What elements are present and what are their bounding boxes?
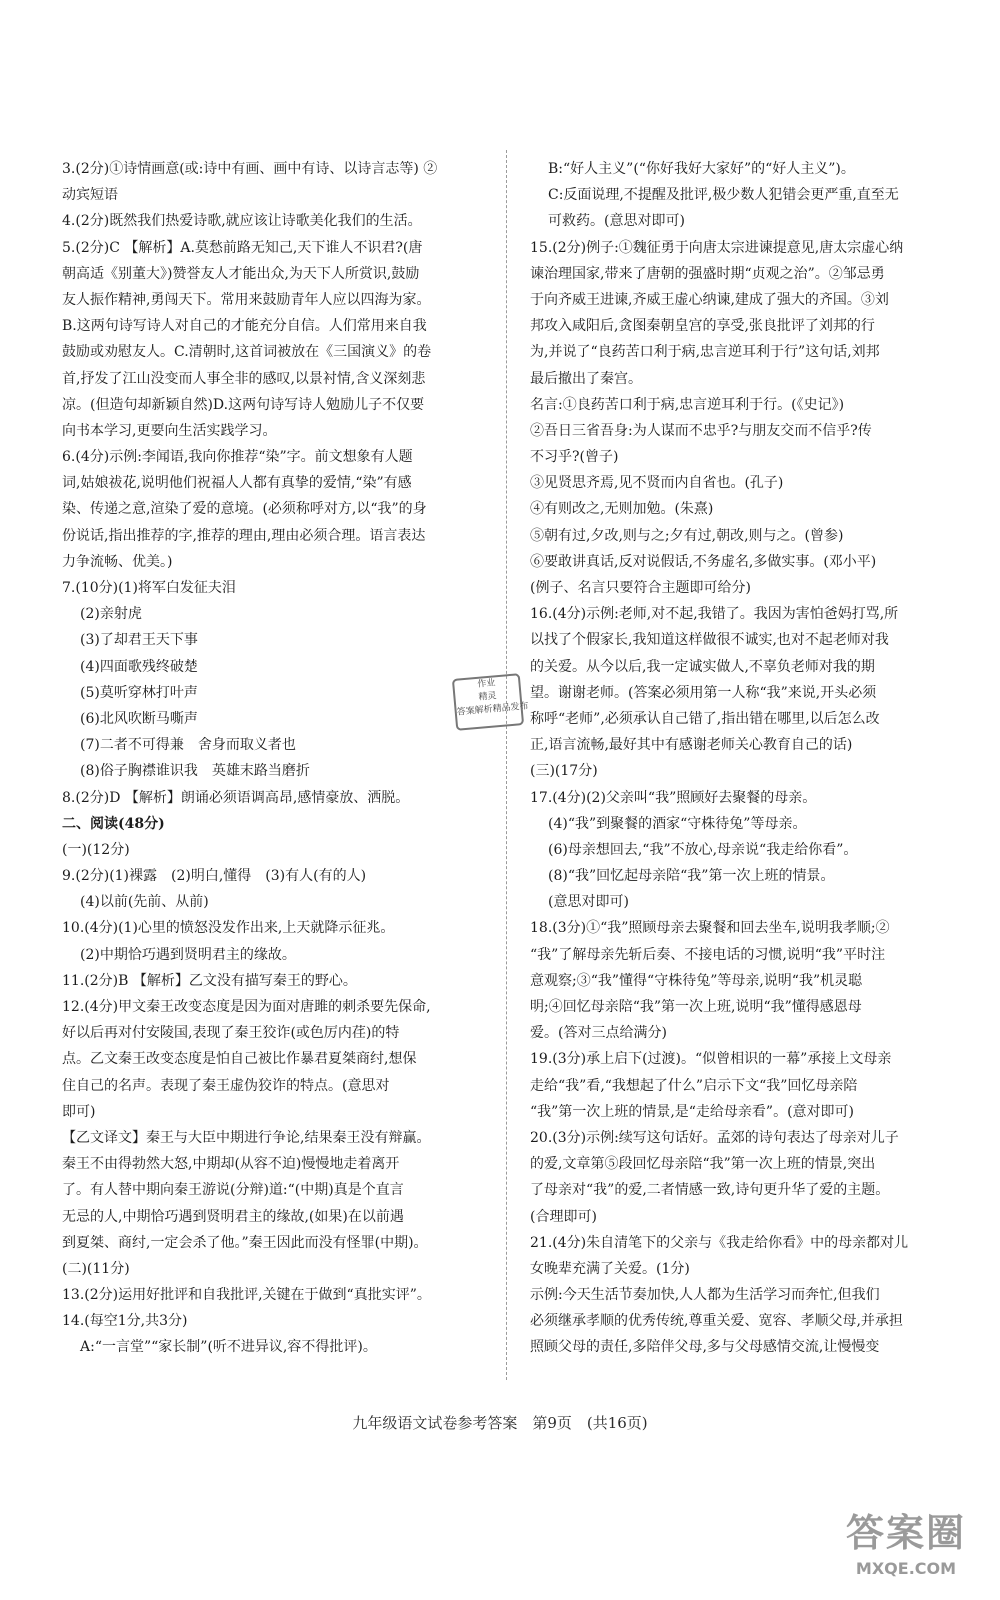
watermark-logo-text: 答案圈	[845, 1511, 966, 1555]
answer-line: 点。乙文秦王改变态度是怕自己被比作暴君夏桀商纣,想保	[62, 1051, 417, 1068]
answer-line: 名言:①良药苦口利于病,忠言逆耳利于行。(《史记》)	[530, 396, 845, 413]
answer-line: 10.(4分)(1)心里的愤怒没发作出来,上天就降示征兆。	[62, 920, 395, 937]
answer-line: 【乙文译文】秦王与大臣中期进行争论,结果秦王没有辩赢。	[62, 1129, 431, 1146]
answer-line: 13.(2分)运用好批评和自我批评,关键在于做到“真批实评”。	[62, 1287, 431, 1304]
answer-line: 最后撤出了秦宫。	[530, 370, 642, 387]
answer-line: C:反面说理,不提醒及批评,极少数人犯错会更严重,直至无	[548, 187, 899, 204]
answer-line: B:“好人主义”(“你好我好大家好”的“好人主义”)。	[548, 161, 855, 177]
answer-line: ⑥要敢讲真话,反对说假话,不务虚名,多做实事。(邓小平)	[530, 553, 877, 570]
answer-line: 11.(2分)B 【解析】乙文没有描写秦王的野心。	[62, 972, 357, 989]
answer-line: 凉。(但造句却新颖自然)D.这两句诗写诗人勉励儿子不仅要	[62, 396, 425, 413]
answer-line: 示例:今天生活节奏加快,人人都为生活学习而奔忙,但我们	[530, 1287, 880, 1304]
answer-line: 20.(3分)示例:续写这句话好。孟郊的诗句表达了母亲对儿子	[530, 1129, 899, 1146]
answer-line: (一)(12分)	[62, 841, 130, 858]
answer-line: 爱。(答对三点给满分)	[530, 1025, 667, 1042]
answer-line: 3.(2分)①诗情画意(或:诗中有画、画中有诗、以诗言志等) ②	[62, 161, 438, 177]
stamp-line-1: 作业	[477, 678, 496, 690]
stamp-line-2: 精灵	[478, 691, 497, 703]
stamp-line-3: 答案解析精品发布	[456, 701, 529, 718]
answer-line: 住自己的名声。表现了秦王虚伪狡诈的特点。(意思对	[62, 1077, 390, 1094]
answer-line: ②吾日三省吾身:为人谋而不忠乎?与朋友交而不信乎?传	[530, 422, 872, 439]
answer-line: 了母亲对“我”的爱,二者情感一致,诗句更升华了爱的主题。	[530, 1182, 890, 1199]
page-footer: 九年级语文试卷参考答案 第9页 (共16页)	[352, 1414, 648, 1432]
answer-line: A:“一言堂”“家长制”(听不进异议,容不得批评)。	[80, 1339, 377, 1356]
answer-line: 即可)	[62, 1103, 96, 1120]
answer-line: 词,姑娘祓花,说明他们祝福人人都有真挚的爱情,“染”有感	[62, 475, 412, 492]
answer-line: 16.(4分)示例:老师,对不起,我错了。我因为害怕爸妈打骂,所	[530, 606, 899, 623]
answer-line: (2)亲射虎	[80, 606, 142, 623]
answer-line: 好以后再对付安陵国,表现了秦王狡诈(或色厉内荏)的特	[62, 1025, 400, 1042]
answer-line: 朝高适《别董大》)赞誉友人才能出众,为天下人所赏识,鼓励	[62, 265, 420, 282]
answer-line: 17.(4分)(2)父亲叫“我”照顾好去聚餐的母亲。	[530, 789, 817, 806]
answer-line: 的关爱。从今以后,我一定诚实做人,不辜负老师对我的期	[530, 658, 875, 675]
answer-line: 向书本学习,更要向生活实践学习。	[62, 422, 277, 439]
answer-line: 21.(4分)朱自清笔下的父亲与《我走给你看》中的母亲都对儿	[530, 1234, 909, 1251]
answer-line: (8)“我”回忆起母亲陪“我”第一次上班的情景。	[548, 868, 835, 885]
answer-line: “我”了解母亲先斩后奏、不接电话的习惯,说明“我”平时注	[530, 946, 886, 963]
answer-line: 照顾父母的责任,多陪伴父母,多与父母感情交流,让慢慢变	[530, 1339, 880, 1356]
column-divider	[506, 150, 507, 1380]
answer-line: 15.(2分)例子:①魏征勇于向唐太宗进谏提意见,唐太宗虚心纳	[530, 239, 904, 256]
answer-line: (合理即可)	[530, 1208, 597, 1225]
answer-line: (例子、名言只要符合主题即可给分)	[530, 580, 751, 596]
answer-line: “我”第一次上班的情景,是“走给母亲看”。(意对即可)	[530, 1103, 855, 1120]
answer-line: 首,抒发了江山没变而人事全非的感叹,以景衬情,含义深刻悲	[62, 370, 426, 387]
answer-line: (2)中期恰巧遇到贤明君主的缘故。	[80, 946, 296, 963]
answer-line: 动宾短语	[62, 187, 118, 204]
watermark-logo	[820, 1508, 992, 1588]
answer-line: 可救药。(意思对即可)	[548, 213, 685, 230]
answer-line: 为,并说了“良药苦口利于病,忠言逆耳利于行”这句话,刘邦	[530, 344, 880, 361]
answer-line: 邦攻入咸阳后,贪图秦朝皇宫的享受,张良批评了刘邦的行	[530, 318, 875, 335]
answer-line: 意观察;③“我”懂得“守株待兔”等母亲,说明“我”机灵聪	[530, 972, 863, 989]
answer-line: (意思对即可)	[548, 894, 629, 911]
answer-line: (4)四面歌残终破楚	[80, 658, 198, 675]
answer-line: 力争流畅、优美。)	[62, 553, 173, 570]
answer-line: 走给“我”看,“我想起了什么”启示下文“我”回忆母亲陪	[530, 1077, 858, 1094]
answer-line: 秦王不由得勃然大怒,中期却(从容不迫)慢慢地走着离开	[62, 1156, 400, 1173]
answer-line: 12.(4分)甲文秦王改变态度是因为面对唐雎的刺杀要先保命,	[62, 999, 431, 1015]
answer-line: (三)(17分)	[530, 763, 598, 780]
answer-line: 19.(3分)承上启下(过渡)。“似曾相识的一幕”承接上文母亲	[530, 1051, 892, 1068]
answer-line: 7.(10分)(1)将军白发征夫泪	[62, 580, 236, 596]
answer-line: 以找了个假家长,我知道这样做很不诚实,也对不起老师对我	[530, 632, 889, 649]
answer-line: 友人振作精神,勇闯天下。常用来鼓励青年人应以四海为家。	[62, 291, 431, 308]
answer-line: 无忌的人,中期恰巧遇到贤明君主的缘故,(如果)在以前遇	[62, 1208, 404, 1225]
answer-line: 二、阅读(48分)	[62, 815, 165, 832]
answer-line: (5)莫听穿林打叶声	[80, 684, 198, 701]
answer-line: 明;④回忆母亲陪“我”第一次上班,说明“我”懂得感恩母	[530, 999, 862, 1015]
answer-line: 8.(2分)D 【解析】朗诵必须语调高昂,感情豪放、洒脱。	[62, 789, 410, 806]
right-column	[530, 156, 970, 1361]
answer-line: 女晚辈充满了关爱。(1分)	[530, 1260, 690, 1277]
stamp-seal	[452, 673, 529, 731]
answer-line: ③见贤思齐焉,见不贤而内自省也。(孔子)	[530, 475, 784, 492]
answer-line: (4)“我”到聚餐的酒家“守株待兔”等母亲。	[548, 815, 807, 832]
answer-line: 5.(2分)C 【解析】A.莫愁前路无知己,天下谁人不识君?(唐	[62, 239, 423, 256]
answer-line: 不习乎?(曾子)	[530, 449, 619, 466]
answer-line: (6)北风吹断马嘶声	[80, 710, 198, 727]
answer-line: 鼓励或劝慰友人。C.清朝时,这首词被放在《三国演义》的卷	[62, 344, 432, 361]
answer-line: (4)以前(先前、从前)	[80, 894, 209, 911]
answer-line: 谏治理国家,带来了唐朝的强盛时期“贞观之治”。②邹忌勇	[530, 265, 885, 282]
answer-line: (6)母亲想回去,“我”不放心,母亲说“我走给你看”。	[548, 841, 858, 858]
answer-line: 到夏桀、商纣,一定会杀了他。”秦王因此而没有怪罪(中期)。	[62, 1234, 428, 1251]
answer-line: (7)二者不可得兼 舍身而取义者也	[80, 737, 296, 754]
answer-line: 9.(2分)(1)裸露 (2)明白,懂得 (3)有人(有的人)	[62, 868, 367, 885]
answer-line: (二)(11分)	[62, 1260, 130, 1277]
answer-line: 正,语言流畅,最好其中有感谢老师关心教育自己的话)	[530, 737, 853, 754]
answer-line: 的爱,文章第⑤段回忆母亲陪“我”第一次上班的情景,突出	[530, 1156, 876, 1173]
answer-line: 14.(每空1分,共3分)	[62, 1313, 188, 1330]
answer-line: 于向齐威王进谏,齐威王虚心纳谏,建成了强大的齐国。③刘	[530, 291, 889, 308]
answer-line: 称呼“老师”,必须承认自己错了,指出错在哪里,以后怎么改	[530, 710, 880, 727]
watermark-url: MXQE.COM	[855, 1559, 957, 1578]
left-column	[62, 156, 502, 1361]
answer-line: 必须继承孝顺的优秀传统,尊重关爱、宽容、孝顺父母,并承担	[530, 1313, 903, 1330]
answer-line: 18.(3分)①“我”照顾母亲去聚餐和回去坐车,说明我孝顺;②	[530, 920, 890, 937]
answer-line: 染、传递之意,渲染了爱的意境。(必须称呼对方,以“我”的身	[62, 501, 427, 518]
answer-line: 望。谢谢老师。(答案必须用第一人称“我”来说,开头必须	[530, 684, 877, 701]
answer-line: (8)俗子胸襟谁识我 英雄末路当磨折	[80, 763, 310, 780]
answer-line: 6.(4分)示例:李闻语,我向你推荐“染”字。前文想象有人题	[62, 449, 413, 466]
answer-line: 4.(2分)既然我们热爱诗歌,就应该让诗歌美化我们的生活。	[62, 213, 422, 230]
answer-line: ⑤朝有过,夕改,则与之;夕有过,朝改,则与之。(曾参)	[530, 527, 844, 544]
answer-line: 份说话,指出推荐的字,推荐的理由,理由必须合理。语言表达	[62, 527, 426, 544]
answer-line: ④有则改之,无则加勉。(朱熹)	[530, 501, 714, 518]
answer-line: (3)了却君王天下事	[80, 632, 198, 649]
answer-line: 了。有人替中期向秦王游说(分辩)道:“(中期)真是个直言	[62, 1182, 404, 1199]
answer-line: B.这两句诗写诗人对自己的才能充分自信。人们常用来自我	[62, 318, 427, 335]
